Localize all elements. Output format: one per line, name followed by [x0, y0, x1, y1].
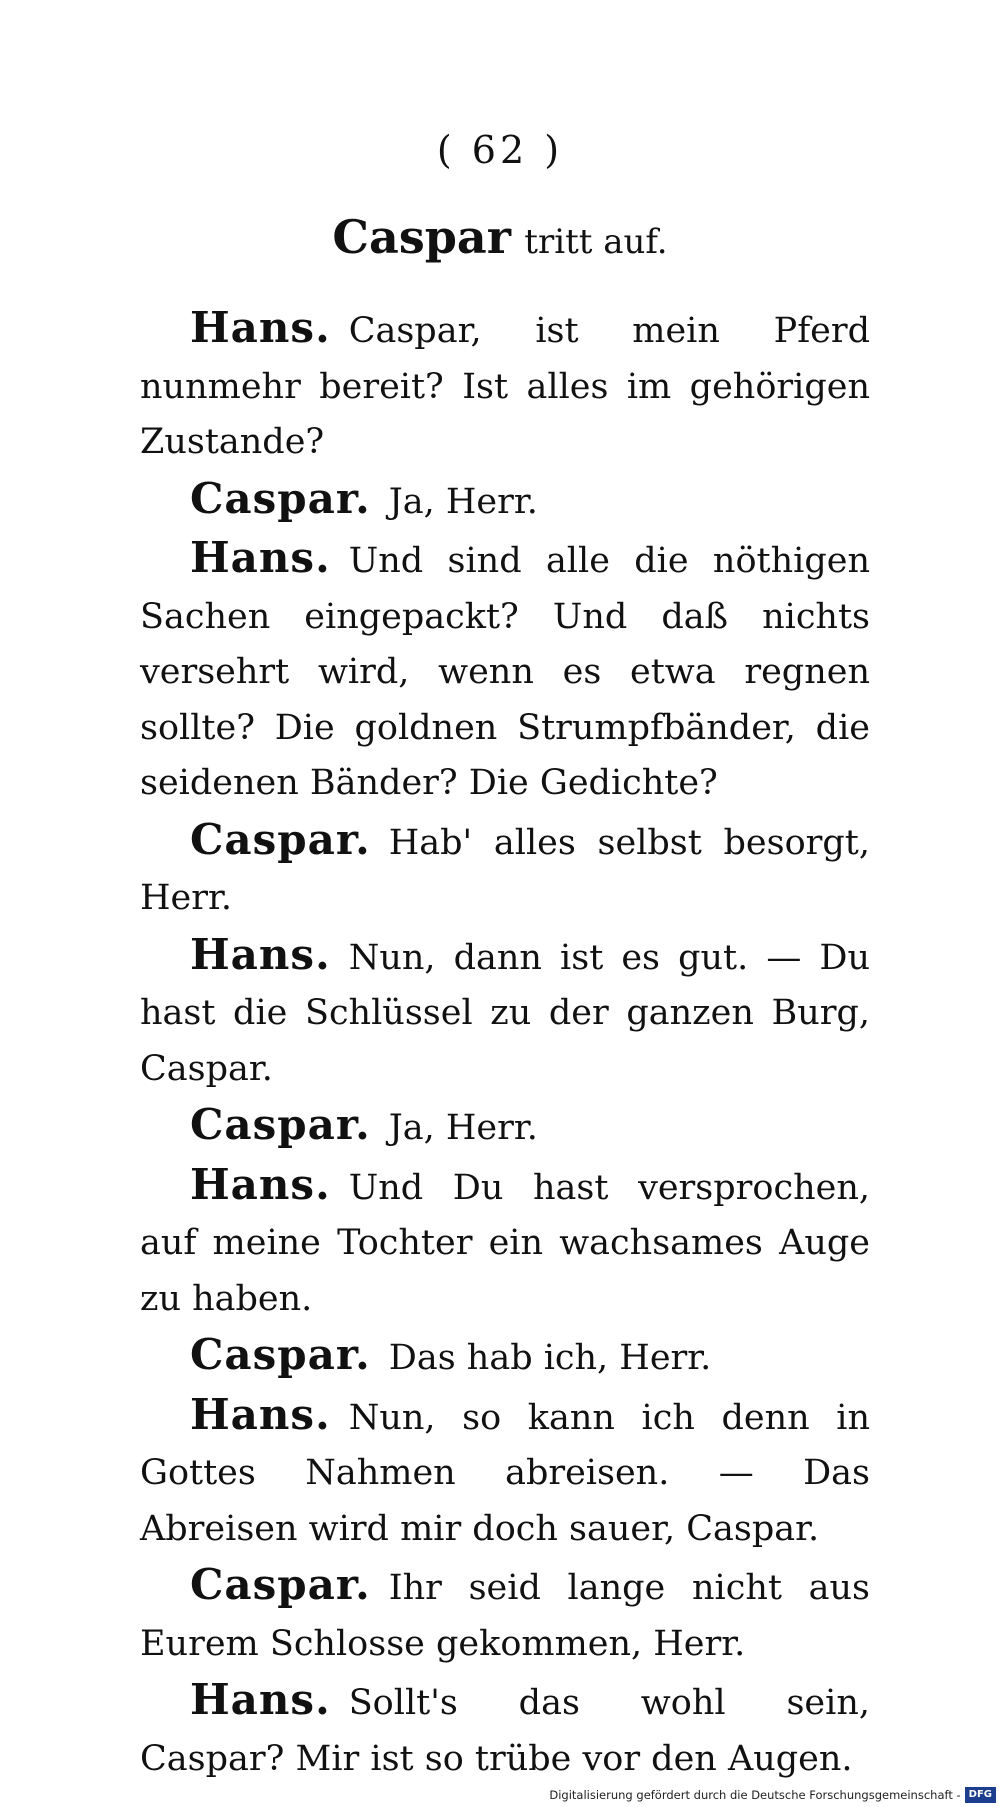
speaker-name: Caspar. [190, 1100, 371, 1149]
speaker-name: Hans. [190, 1159, 331, 1209]
speaker-name: Hans. [190, 1675, 331, 1724]
speech [140, 530, 870, 812]
speech [140, 1557, 870, 1672]
speech [140, 1327, 870, 1387]
speaker-name: Hans. [190, 929, 331, 979]
speaker-name: Caspar. [190, 1330, 371, 1379]
speech [140, 1097, 870, 1157]
speech [140, 812, 870, 927]
dfg-logo: DFG [965, 1787, 996, 1803]
speaker-name: Hans. [190, 1389, 331, 1439]
digitization-footer [549, 1785, 996, 1805]
speaker-name: Caspar. [190, 473, 371, 523]
speech [140, 927, 870, 1098]
speech-text: Ja, Herr. [388, 1108, 538, 1148]
speech-text: Sollt's das wohl sein, Caspar? Mir ist so trübe vor den Augen. [140, 1683, 870, 1779]
speech-text: Caspar, ist mein Pferd nunmehr bereit? Ist alles im gehörigen Zustande? [140, 311, 870, 462]
speech-text: Und Du hast versprochen, auf meine Tochter ein wachsames Auge zu haben. [140, 1167, 870, 1319]
funding-credit: Digitalisierung gefördert durch die Deutsche Forschungsgemeinschaft - [549, 1788, 961, 1802]
speech-text: Das hab ich, Herr. [388, 1338, 712, 1378]
page-number: ( 62 ) [436, 128, 564, 172]
speech [140, 1672, 870, 1787]
speech [140, 1157, 870, 1328]
speech [140, 300, 870, 471]
speech-text: Hab' alles selbst besorgt, Herr. [140, 822, 870, 918]
speech-text: Ja, Herr. [388, 481, 538, 522]
stage-direction-speaker: Caspar [332, 210, 511, 264]
speaker-name: Caspar. [190, 1560, 371, 1609]
speaker-name: Hans. [190, 303, 331, 352]
speech [140, 471, 870, 531]
stage-direction [0, 210, 1000, 264]
stage-direction-action: tritt auf. [524, 222, 668, 262]
speaker-name: Hans. [190, 533, 331, 582]
speech-text: Nun, so kann ich denn in Gottes Nahmen abreisen. — Das Abreisen wird mir doch sauer, Caspar. [140, 1397, 870, 1549]
speech-text: Ihr seid lange nicht aus Eurem Schlosse gekommen, Herr. [140, 1568, 870, 1664]
speech-text: Nun, dann ist es gut. — Du hast die Schlüssel zu der ganzen Burg, Caspar. [140, 937, 870, 1089]
speech [140, 1387, 870, 1558]
dialogue [140, 300, 870, 1787]
speech-text: Und sind alle die nöthigen Sachen eingepackt? Und daß nichts versehrt wird, wenn es etwa regnen sollte? Die goldnen Strumpfbänder, die seidenen Bänder? Die Gedichte? [140, 541, 870, 803]
speaker-name: Caspar. [190, 814, 371, 864]
